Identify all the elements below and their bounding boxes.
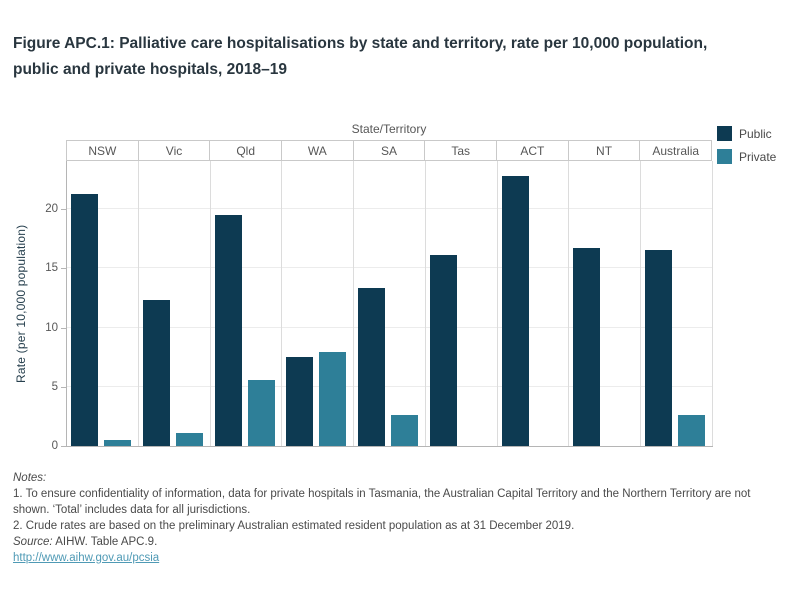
chart-column-nt	[569, 161, 641, 446]
figure-title: Figure APC.1: Palliative care hospitalisations by state and territory, rate per 10,000 population, public and private hospitals, 2018–19	[13, 35, 708, 78]
chart-column-nsw	[67, 161, 139, 446]
chart-panes	[67, 161, 713, 446]
legend-item-public	[717, 122, 776, 145]
bar-public-sa	[358, 288, 385, 446]
y-tick-label-5: 5	[51, 380, 58, 393]
note-1: 1. To ensure confidentiality of information, data for private hospitals in Tasmania, the Australian Capital Territory and the Northern Territory are not shown. ‘Total’ includes data for all jurisdictions.	[13, 488, 751, 516]
y-axis-title: Rate (per 10,000 population)	[14, 224, 28, 383]
source-line: Source: AIHW. Table APC.9.	[13, 536, 158, 548]
bar-private-vic	[176, 433, 203, 446]
legend-label-private: Private	[739, 149, 777, 164]
column-header-nt: NT	[569, 141, 641, 160]
bar-private-nsw	[104, 440, 131, 446]
plot-area	[66, 161, 713, 447]
chart-column-act	[498, 161, 570, 446]
chart-column-sa	[354, 161, 426, 446]
bar-public-tas	[430, 255, 457, 446]
y-tick-label-20: 20	[45, 203, 58, 215]
bar-private-qld	[248, 380, 275, 446]
y-tick-label-15: 15	[45, 262, 58, 275]
legend-item-private	[717, 145, 776, 168]
chart-column-vic	[139, 161, 211, 446]
source-link[interactable]: http://www.aihw.gov.au/pcsia	[13, 552, 160, 564]
group-axis-label: State/Territory	[351, 122, 427, 136]
legend	[717, 122, 776, 168]
chart-column-australia	[641, 161, 713, 446]
y-tick-mark-20	[61, 209, 66, 210]
y-tick-label-10: 10	[45, 321, 58, 334]
column-header-tas: Tas	[425, 141, 497, 160]
bar-private-australia	[678, 415, 705, 446]
column-header-qld: Qld	[210, 141, 282, 160]
y-tick-mark-0	[61, 446, 66, 447]
bar-public-nt	[573, 248, 600, 446]
y-tick-label-0: 0	[51, 440, 58, 452]
bar-public-nsw	[71, 194, 98, 446]
column-headers	[66, 140, 712, 161]
column-header-australia: Australia	[640, 141, 712, 160]
notes-heading: Notes:	[13, 472, 47, 484]
chart-column-wa	[282, 161, 354, 446]
note-2: 2. Crude rates are based on the preliminary Australian estimated resident population as at 31 December 2019.	[13, 520, 575, 532]
bar-public-vic	[143, 300, 170, 446]
legend-label-public: Public	[739, 126, 772, 141]
column-header-sa: SA	[354, 141, 426, 160]
y-tick-mark-10	[61, 328, 66, 329]
bar-public-qld	[215, 215, 242, 446]
notes-block	[13, 470, 773, 566]
bar-public-wa	[286, 357, 313, 446]
y-tick-mark-5	[61, 387, 66, 388]
column-header-vic: Vic	[139, 141, 211, 160]
bar-public-australia	[645, 250, 672, 446]
private-swatch-icon	[717, 149, 732, 164]
bar-public-act	[502, 176, 529, 446]
chart-column-tas	[426, 161, 498, 446]
bar-private-wa	[319, 352, 346, 446]
column-header-nsw: NSW	[67, 141, 139, 160]
chart-column-qld	[211, 161, 283, 446]
column-header-wa: WA	[282, 141, 354, 160]
y-tick-mark-15	[61, 268, 66, 269]
public-swatch-icon	[717, 126, 732, 141]
bar-private-sa	[391, 415, 418, 446]
column-header-act: ACT	[497, 141, 569, 160]
